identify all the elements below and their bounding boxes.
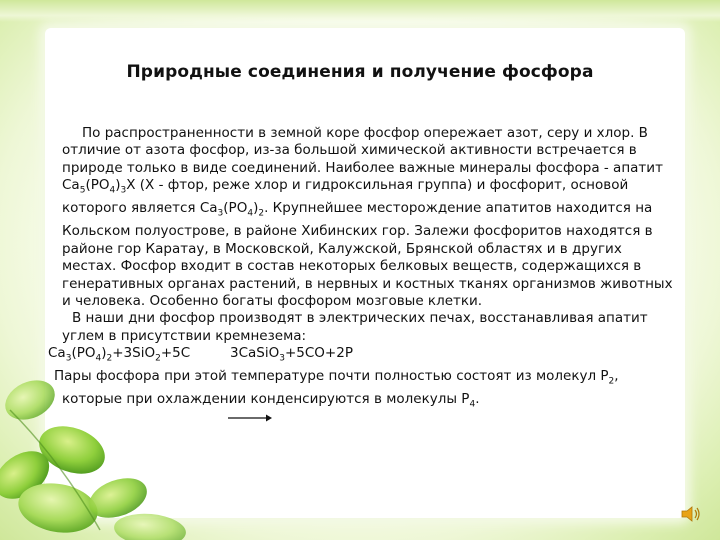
paragraph-3-text: Пары фосфора при этой температуре почти полностью состоят из молекул $P_2$, которые при охлаждении конденсируются в молекулы $P_4$. — [54, 368, 619, 411]
equation-products: 3CaSiO$_3$+5CO+2P — [230, 345, 353, 364]
speaker-icon[interactable] — [680, 505, 702, 523]
reaction-arrow-icon — [226, 413, 272, 423]
paragraph-production: В наши дни фосфор производят в электрических печах, восстанавливая апатит углем в присутствии кремнезема: — [62, 310, 648, 344]
top-border — [0, 0, 720, 22]
paragraph-occurrence — [48, 125, 680, 310]
paragraph-1-text: По распространенности в земной коре фосфор опережает азот, серу и хлор. В отличие от азота фосфор, из-за большой химической активности встречается в природе только в виде соединений. Наиболее важные минералы фосфора - апатит $Ca_5(PO_4)_3X$ (X - фтор, реже хлор и гидроксильная группа) и фосфорит, основой которого является $Ca_3(PO_4)_2$. Крупнейшее месторождение апатитов находится на Кольском полуострове, в районе Хибинских гор. Залежи фосфоритов находятся в районе гор Каратау, в Московской, Калужской, Брянской областях и в других местах. Фосфор входит в состав некоторых белковых веществ, содержащихся в генеративных органах растений, в нервных и костных тканях организмов животных и человека. Особенно богаты фосфором мозговые клетки. — [62, 125, 673, 310]
equation-reactants: $Ca_3(PO_4)_2+3SiO_2+5C$ — [48, 345, 191, 364]
reaction-equation — [48, 345, 680, 368]
leaves-decoration — [0, 380, 190, 540]
slide-body — [48, 125, 680, 415]
slide-title: Природные соединения и получение фосфора — [126, 62, 594, 82]
